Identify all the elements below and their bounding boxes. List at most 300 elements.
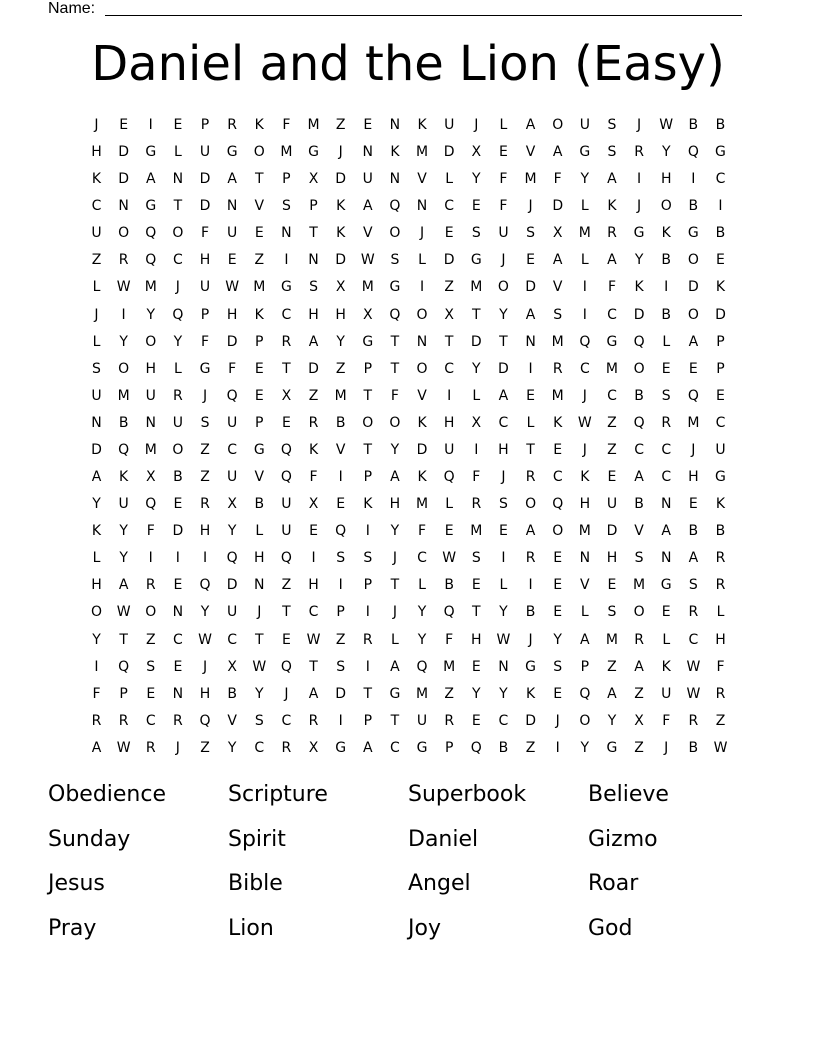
grid-letter: Q bbox=[199, 712, 211, 729]
grid-letter: R bbox=[607, 225, 617, 242]
grid-letter: R bbox=[308, 712, 319, 729]
grid-letter: E bbox=[471, 198, 481, 215]
grid-letter: D bbox=[199, 198, 211, 215]
grid-letter: F bbox=[390, 387, 399, 404]
grid-letter: C bbox=[308, 604, 319, 621]
grid-letter: E bbox=[227, 252, 237, 269]
grid-letter: Z bbox=[335, 117, 346, 133]
name-field bbox=[48, 0, 748, 18]
grid-letter: P bbox=[200, 306, 210, 323]
grid-letter: G bbox=[362, 333, 374, 350]
grid-letter: L bbox=[445, 171, 454, 188]
grid-letter: T bbox=[363, 685, 373, 702]
grid-letter: F bbox=[499, 198, 508, 215]
grid-letter: I bbox=[365, 658, 370, 675]
grid-letter: V bbox=[227, 712, 237, 729]
grid-letter: Q bbox=[118, 441, 130, 458]
grid-letter: B bbox=[715, 225, 726, 242]
grid-letter: J bbox=[94, 117, 99, 133]
grid-letter: T bbox=[444, 333, 454, 350]
grid-letter: X bbox=[227, 658, 237, 675]
grid-letter: S bbox=[634, 550, 644, 567]
grid-letter: X bbox=[634, 712, 644, 729]
grid-letter: I bbox=[148, 117, 153, 133]
grid-letter: Y bbox=[336, 333, 345, 350]
grid-letter: F bbox=[146, 523, 155, 540]
grid-letter: J bbox=[528, 198, 533, 215]
grid-letter: R bbox=[715, 550, 726, 567]
grid-letter: A bbox=[498, 387, 509, 404]
grid-letter: M bbox=[307, 117, 320, 133]
grid-letter: B bbox=[688, 198, 699, 215]
grid-letter: F bbox=[499, 171, 508, 188]
grid-letter: D bbox=[118, 144, 130, 161]
grid-letter: B bbox=[254, 496, 265, 513]
word-bank-item: Joy bbox=[408, 915, 441, 941]
grid-letter: Q bbox=[280, 658, 292, 675]
grid-letter: Q bbox=[172, 306, 184, 323]
grid-letter: Y bbox=[227, 739, 237, 756]
grid-letter: M bbox=[578, 225, 591, 242]
grid-letter: Z bbox=[91, 252, 102, 269]
grid-letter: H bbox=[199, 523, 211, 540]
grid-letter: N bbox=[416, 198, 428, 215]
grid-letter: H bbox=[308, 577, 319, 594]
grid-letter: B bbox=[118, 414, 129, 431]
grid-letter: P bbox=[255, 333, 264, 350]
grid-letter: U bbox=[118, 496, 129, 513]
grid-letter: E bbox=[607, 469, 617, 486]
grid-letter: C bbox=[172, 252, 183, 269]
grid-letter: X bbox=[335, 279, 346, 296]
grid-letter: A bbox=[363, 198, 373, 215]
grid-letter: Q bbox=[687, 144, 699, 161]
grid-letter: Q bbox=[579, 685, 591, 702]
grid-letter: A bbox=[118, 577, 129, 594]
grid-letter: D bbox=[172, 523, 184, 540]
grid-letter: Q bbox=[226, 387, 238, 404]
grid-letter: E bbox=[309, 523, 318, 540]
grid-letter: Z bbox=[607, 441, 617, 458]
grid-letter: I bbox=[175, 550, 180, 567]
grid-letter: M bbox=[551, 333, 564, 350]
grid-letter: Z bbox=[335, 631, 346, 648]
grid-letter: Y bbox=[146, 306, 156, 323]
grid-letter: F bbox=[200, 333, 210, 350]
grid-letter: O bbox=[660, 198, 672, 215]
grid-letter: E bbox=[499, 523, 508, 540]
grid-letter: Q bbox=[335, 523, 347, 540]
grid-letter: O bbox=[687, 252, 699, 269]
grid-letter: K bbox=[254, 117, 264, 133]
grid-letter: O bbox=[687, 306, 699, 323]
grid-letter: H bbox=[335, 306, 346, 323]
grid-letter: U bbox=[281, 496, 292, 513]
grid-letter: A bbox=[227, 171, 237, 188]
grid-letter: Y bbox=[173, 333, 183, 350]
grid-letter: V bbox=[634, 523, 644, 540]
grid-letter: C bbox=[688, 631, 699, 648]
grid-letter: H bbox=[308, 306, 319, 323]
grid-letter: O bbox=[633, 604, 645, 621]
grid-letter: C bbox=[607, 306, 617, 323]
grid-letter: Z bbox=[607, 414, 617, 431]
grid-letter: T bbox=[363, 387, 373, 404]
grid-letter: P bbox=[363, 469, 373, 486]
grid-row bbox=[83, 166, 734, 193]
grid-letter: R bbox=[525, 550, 536, 567]
grid-letter: R bbox=[145, 739, 156, 756]
grid-row bbox=[83, 356, 734, 383]
grid-row bbox=[83, 491, 734, 518]
grid-letter: E bbox=[661, 604, 671, 621]
grid-letter: R bbox=[173, 387, 183, 404]
grid-letter: E bbox=[661, 360, 671, 377]
grid-row bbox=[83, 112, 734, 139]
grid-row bbox=[83, 518, 734, 545]
grid-letter: F bbox=[662, 712, 671, 729]
grid-letter: G bbox=[389, 685, 401, 702]
grid-letter: P bbox=[363, 577, 373, 594]
grid-letter: Y bbox=[390, 441, 400, 458]
grid-row bbox=[83, 193, 734, 220]
grid-letter: K bbox=[91, 171, 102, 188]
grid-letter: E bbox=[173, 577, 183, 594]
grid-row bbox=[83, 220, 734, 247]
grid-letter: K bbox=[119, 469, 129, 486]
grid-letter: I bbox=[419, 279, 425, 296]
grid-letter: G bbox=[715, 144, 726, 161]
grid-letter: O bbox=[90, 604, 103, 621]
grid-letter: L bbox=[173, 144, 182, 161]
grid-letter: X bbox=[363, 306, 373, 323]
grid-letter: W bbox=[116, 279, 131, 296]
grid-letter: B bbox=[688, 739, 699, 756]
grid-letter: B bbox=[634, 387, 644, 404]
grid-letter: Z bbox=[607, 658, 617, 675]
grid-letter: Q bbox=[633, 414, 645, 431]
grid-letter: H bbox=[226, 306, 238, 323]
grid-letter: M bbox=[334, 387, 347, 404]
grid-letter: I bbox=[148, 550, 153, 567]
grid-letter: L bbox=[580, 604, 589, 621]
grid-letter: D bbox=[525, 279, 536, 296]
grid-letter: K bbox=[91, 523, 102, 540]
grid-letter: X bbox=[281, 387, 292, 404]
grid-letter: J bbox=[664, 739, 669, 756]
grid-letter: W bbox=[442, 550, 457, 567]
grid-letter: R bbox=[688, 712, 699, 729]
grid-letter: A bbox=[552, 144, 563, 161]
grid-letter: U bbox=[91, 225, 102, 242]
grid-letter: G bbox=[145, 198, 157, 215]
grid-letter: S bbox=[363, 550, 373, 567]
grid-letter: M bbox=[578, 523, 591, 540]
grid-letter: X bbox=[145, 469, 156, 486]
grid-letter: U bbox=[199, 144, 211, 161]
grid-letter: D bbox=[525, 712, 536, 729]
grid-letter: K bbox=[580, 469, 590, 486]
grid-letter: D bbox=[470, 333, 482, 350]
grid-letter: A bbox=[91, 739, 102, 756]
grid-letter: K bbox=[661, 658, 671, 675]
grid-letter: N bbox=[91, 414, 102, 431]
grid-letter: G bbox=[606, 739, 618, 756]
grid-row bbox=[83, 464, 734, 491]
grid-letter: W bbox=[225, 279, 240, 296]
grid-letter: Q bbox=[145, 225, 157, 242]
grid-letter: W bbox=[686, 685, 701, 702]
grid-letter: X bbox=[308, 171, 319, 188]
grid-letter: M bbox=[361, 279, 374, 296]
grid-letter: H bbox=[715, 631, 726, 648]
grid-letter: N bbox=[172, 171, 184, 188]
grid-letter: E bbox=[281, 414, 291, 431]
grid-letter: E bbox=[173, 117, 183, 133]
grid-letter: A bbox=[145, 171, 156, 188]
grid-letter: X bbox=[444, 306, 454, 323]
grid-letter: Y bbox=[580, 739, 590, 756]
grid-letter: C bbox=[552, 469, 563, 486]
grid-letter: Q bbox=[552, 496, 564, 513]
grid-letter: S bbox=[661, 387, 671, 404]
grid-letter: E bbox=[553, 604, 563, 621]
grid-letter: Z bbox=[308, 387, 319, 404]
grid-row bbox=[83, 383, 734, 410]
grid-letter: A bbox=[525, 306, 536, 323]
grid-letter: H bbox=[660, 171, 672, 188]
grid-letter: M bbox=[253, 279, 266, 296]
grid-letter: U bbox=[606, 496, 618, 513]
grid-letter: J bbox=[284, 685, 289, 702]
grid-letter: J bbox=[202, 387, 208, 404]
grid-letter: E bbox=[173, 658, 183, 675]
grid-letter: L bbox=[418, 577, 426, 594]
grid-letter: D bbox=[443, 144, 455, 161]
grid-letter: I bbox=[202, 550, 208, 567]
grid-letter: G bbox=[335, 739, 347, 756]
grid-letter: T bbox=[499, 333, 508, 350]
grid-letter: F bbox=[282, 117, 291, 133]
grid-letter: W bbox=[577, 414, 592, 431]
grid-letter: S bbox=[471, 550, 481, 567]
grid-letter: K bbox=[336, 198, 346, 215]
grid-letter: I bbox=[555, 739, 560, 756]
grid-letter: H bbox=[199, 252, 211, 269]
grid-letter: L bbox=[580, 252, 589, 269]
grid-letter: I bbox=[365, 523, 370, 540]
grid-letter: J bbox=[582, 441, 587, 458]
grid-letter: Q bbox=[443, 469, 455, 486]
grid-letter: N bbox=[389, 171, 401, 188]
grid-letter: O bbox=[633, 360, 645, 377]
grid-letter: C bbox=[444, 360, 455, 377]
grid-letter: S bbox=[607, 144, 617, 161]
grid-letter: T bbox=[390, 360, 400, 377]
name-label: Name: bbox=[48, 0, 96, 17]
grid-letter: R bbox=[227, 117, 237, 133]
grid-letter: Z bbox=[281, 577, 292, 594]
grid-letter: A bbox=[580, 631, 590, 648]
grid-letter: C bbox=[172, 631, 183, 648]
grid-letter: G bbox=[145, 144, 157, 161]
grid-letter: K bbox=[553, 414, 563, 431]
grid-letter: P bbox=[200, 117, 210, 133]
grid-letter: S bbox=[526, 225, 536, 242]
grid-letter: I bbox=[664, 279, 669, 296]
grid-letter: U bbox=[579, 117, 590, 133]
grid-letter: E bbox=[607, 577, 617, 594]
grid-letter: Y bbox=[390, 523, 400, 540]
grid-letter: N bbox=[226, 198, 238, 215]
grid-letter: D bbox=[443, 252, 455, 269]
grid-letter: E bbox=[688, 360, 698, 377]
word-bank-item: Superbook bbox=[408, 782, 527, 807]
grid-letter: F bbox=[553, 171, 562, 188]
word-bank bbox=[48, 778, 768, 958]
grid-letter: Y bbox=[227, 523, 237, 540]
grid-letter: Y bbox=[661, 144, 671, 161]
grid-letter: I bbox=[338, 712, 343, 729]
grid-letter: Q bbox=[145, 252, 157, 269]
grid-letter: I bbox=[284, 252, 289, 269]
grid-letter: I bbox=[718, 198, 723, 215]
grid-letter: O bbox=[552, 523, 564, 540]
grid-letter: S bbox=[92, 360, 101, 377]
grid-letter: S bbox=[146, 658, 156, 675]
grid-letter: H bbox=[145, 360, 157, 377]
grid-letter: E bbox=[444, 523, 454, 540]
grid-letter: Q bbox=[416, 658, 428, 675]
grid-letter: N bbox=[660, 496, 672, 513]
grid-letter: N bbox=[362, 144, 374, 161]
grid-letter: O bbox=[362, 414, 374, 431]
grid-letter: P bbox=[363, 712, 373, 729]
grid-letter: T bbox=[119, 631, 128, 648]
grid-letter: Y bbox=[92, 631, 101, 648]
grid-letter: T bbox=[173, 198, 183, 215]
grid-letter: C bbox=[661, 469, 672, 486]
grid-letter: B bbox=[525, 604, 536, 621]
grid-letter: B bbox=[661, 306, 672, 323]
grid-letter: J bbox=[691, 441, 696, 458]
grid-letter: Q bbox=[280, 469, 292, 486]
grid-letter: K bbox=[417, 117, 427, 133]
grid-letter: M bbox=[280, 144, 293, 161]
grid-letter: O bbox=[145, 333, 157, 350]
grid-letter: J bbox=[392, 604, 397, 621]
grid-letter: Y bbox=[499, 306, 508, 323]
grid-letter: Q bbox=[470, 739, 482, 756]
word-bank-item: Gizmo bbox=[588, 826, 658, 852]
grid-letter: P bbox=[716, 333, 725, 350]
grid-letter: R bbox=[362, 631, 373, 648]
grid-letter: M bbox=[416, 144, 429, 161]
grid-letter: C bbox=[145, 712, 156, 729]
grid-letter: N bbox=[308, 252, 319, 269]
grid-letter: M bbox=[470, 279, 483, 296]
grid-letter: J bbox=[419, 225, 425, 242]
grid-letter: C bbox=[281, 712, 292, 729]
grid-letter: R bbox=[552, 360, 563, 377]
grid-letter: C bbox=[634, 441, 644, 458]
grid-letter: F bbox=[92, 685, 101, 702]
grid-letter: S bbox=[607, 117, 617, 133]
grid-letter: B bbox=[715, 117, 726, 133]
grid-letter: C bbox=[281, 306, 292, 323]
grid-letter: S bbox=[390, 252, 400, 269]
grid-letter: L bbox=[662, 631, 671, 648]
grid-letter: K bbox=[634, 279, 644, 296]
grid-letter: T bbox=[282, 360, 291, 377]
grid-letter: E bbox=[553, 441, 563, 458]
grid-letter: V bbox=[580, 577, 590, 594]
grid-letter: U bbox=[172, 414, 183, 431]
grid-letter: P bbox=[119, 685, 128, 702]
grid-letter: W bbox=[116, 604, 131, 621]
grid-letter: H bbox=[91, 144, 102, 161]
grid-letter: J bbox=[637, 198, 642, 215]
grid-letter: Z bbox=[715, 712, 726, 729]
grid-letter: P bbox=[363, 360, 373, 377]
grid-letter: O bbox=[416, 360, 428, 377]
grid-letter: T bbox=[254, 171, 264, 188]
grid-row bbox=[83, 329, 734, 356]
grid-letter: L bbox=[92, 550, 101, 567]
grid-letter: F bbox=[716, 658, 725, 675]
grid-letter: T bbox=[472, 306, 481, 323]
grid-letter: O bbox=[525, 496, 537, 513]
grid-letter: H bbox=[91, 577, 102, 594]
grid-letter: O bbox=[172, 441, 184, 458]
grid-letter: E bbox=[471, 712, 481, 729]
grid-letter: L bbox=[92, 333, 101, 350]
grid-letter: B bbox=[335, 414, 346, 431]
grid-row bbox=[83, 437, 734, 464]
grid-row bbox=[83, 708, 734, 735]
grid-letter: L bbox=[716, 604, 725, 621]
grid-letter: E bbox=[254, 360, 264, 377]
grid-letter: W bbox=[496, 631, 511, 648]
grid-letter: E bbox=[336, 496, 346, 513]
word-bank-item: Scripture bbox=[228, 782, 328, 807]
grid-letter: X bbox=[552, 225, 563, 242]
grid-letter: D bbox=[118, 171, 130, 188]
grid-letter: N bbox=[281, 225, 292, 242]
grid-letter: R bbox=[634, 631, 644, 648]
grid-letter: C bbox=[227, 631, 238, 648]
word-bank-item: Spirit bbox=[228, 826, 286, 852]
grid-letter: Q bbox=[443, 604, 455, 621]
grid-letter: A bbox=[525, 523, 536, 540]
grid-letter: R bbox=[525, 469, 536, 486]
grid-letter: A bbox=[688, 550, 699, 567]
grid-letter: S bbox=[498, 496, 508, 513]
grid-letter: C bbox=[715, 414, 726, 431]
grid-letter: D bbox=[335, 252, 347, 269]
grid-letter: D bbox=[199, 171, 211, 188]
grid-letter: Z bbox=[200, 739, 210, 756]
grid-letter: C bbox=[661, 441, 672, 458]
grid-letter: R bbox=[661, 414, 672, 431]
grid-letter: S bbox=[553, 658, 563, 675]
grid-letter: J bbox=[94, 306, 99, 323]
grid-letter: H bbox=[579, 496, 591, 513]
grid-letter: J bbox=[392, 550, 397, 567]
grid-letter: J bbox=[555, 712, 560, 729]
grid-letter: S bbox=[471, 225, 481, 242]
grid-letter: Z bbox=[444, 685, 454, 702]
